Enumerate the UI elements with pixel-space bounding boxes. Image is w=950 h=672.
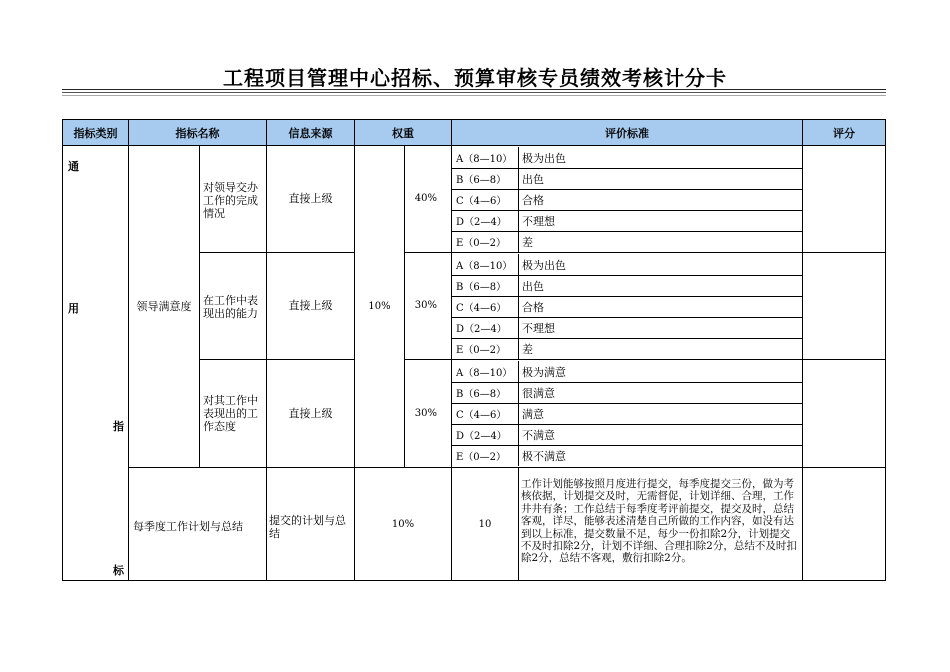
header-category: 指标类别 [62,119,129,146]
grade-level: B（6—8） [456,175,507,186]
divider [199,252,267,253]
indicator-group-name: 领导满意度 [136,300,192,313]
divider [404,252,886,253]
title-rule [62,95,886,96]
grade-level: A（8—10） [456,154,513,165]
grade-level: C（4—6） [456,410,507,421]
grade-desc: 不理想 [518,210,802,231]
grade-desc: 出色 [518,275,802,296]
grade-desc: 差 [518,231,802,252]
sub-weight: 30% [414,300,437,311]
grade-desc: 极不满意 [518,445,802,466]
sub-weight: 40% [414,193,437,204]
grade-desc: 合格 [518,296,802,317]
grade-level: C（4—6） [456,303,507,314]
grade-desc: 极为出色 [518,254,802,275]
grade-level: E（0—2） [456,238,507,249]
score-base: 10 [478,519,492,530]
header-weight: 权重 [354,119,452,146]
title-rule [62,89,886,90]
grade-level: B（6—8） [456,282,507,293]
grade-desc: 出色 [518,168,802,189]
header-criteria: 评价标准 [451,119,803,146]
criteria-text: 工作计划能够按照月度进行提交，每季度提交三份，做为考核依据，计划提交及时，无需督促，计划详细、合理，工作井井有条；工作总结于每季度考评前提交，提交及时，总结客观，详尽，能够表述清楚自己所做的工作内容，如没有达到以上标准，提交数量不足，每少一份扣除2分，计划提交不及时扣除2分，计划不详细、合理扣除2分，总结不及时扣除2分，总结不客观，敷衍扣除2分。 [521,478,797,565]
divider [518,468,519,581]
divider [404,359,886,360]
page-title: 工程项目管理中心招标、预算审核专员绩效考核计分卡 [223,66,727,90]
header-score: 评分 [802,119,886,146]
grade-level: A（8—10） [456,261,513,272]
grade-desc: 满意 [518,403,802,424]
grade-level: B（6—8） [456,389,507,400]
header-name: 指标名称 [128,119,267,146]
info-source: 直接上级 [288,192,333,205]
grade-level: D（2—4） [456,324,507,335]
sub-indicator-name: 在工作中表现出的能力 [203,294,258,320]
group-weight: 10% [391,519,415,530]
category-char: 通 [68,160,79,173]
group-weight: 10% [368,301,391,312]
info-source: 直接上级 [288,406,333,420]
sub-indicator-name: 对其工作中表现出的工作态度 [203,394,258,433]
indicator-group-name: 每季度工作计划与总结 [133,520,243,533]
grade-level: C（4—6） [456,196,507,207]
grade-level: A（8—10） [456,368,513,379]
category-char: 指 [113,420,124,433]
category-char: 用 [68,302,79,315]
grade-desc: 极为满意 [518,361,802,382]
grade-desc: 很满意 [518,382,802,403]
grade-level: D（2—4） [456,217,507,228]
divider [199,145,200,468]
info-source: 直接上级 [288,299,333,312]
grade-level: E（0—2） [456,452,507,463]
grade-desc: 极为出色 [518,147,802,168]
header-source: 信息来源 [266,119,355,146]
grade-desc: 不理想 [518,317,802,338]
info-source: 提交的计划与总结 [269,514,346,540]
grade-desc: 不满意 [518,424,802,445]
category-char: 标 [113,564,124,577]
grade-desc: 合格 [518,189,802,210]
sub-indicator-name: 对领导交办工作的完成情况 [203,181,258,220]
grade-desc: 差 [518,338,802,359]
sub-weight: 30% [414,407,437,419]
grade-level: E（0—2） [456,345,507,356]
divider [199,359,267,360]
grade-level: D（2—4） [456,431,507,442]
title-rule [62,92,886,93]
